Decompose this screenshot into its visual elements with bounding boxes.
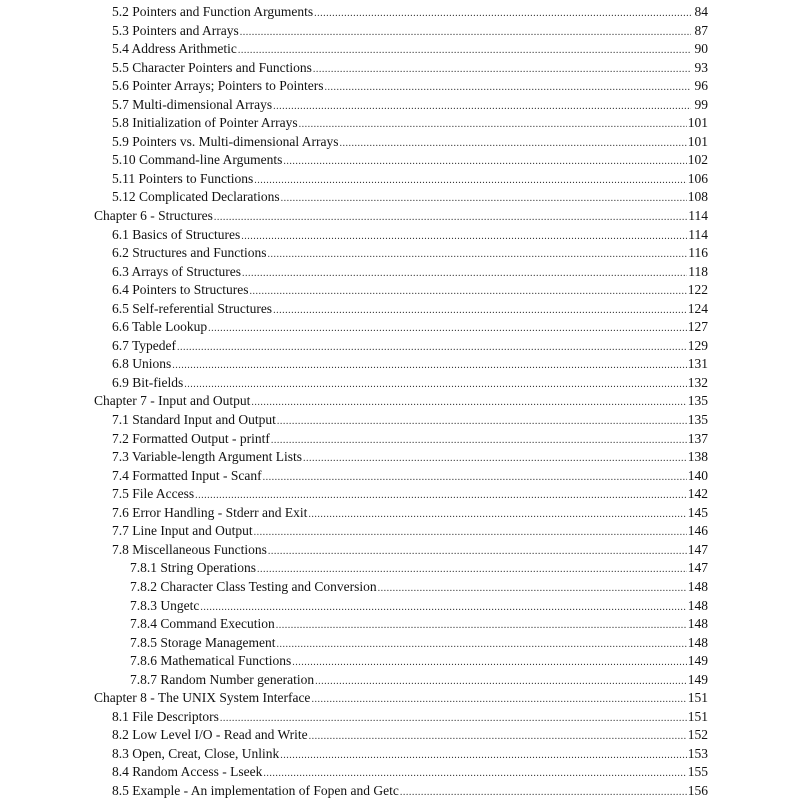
toc-entry	[94, 485, 708, 504]
toc-entry-page: 138	[687, 449, 708, 465]
toc-dot-leader	[303, 450, 687, 469]
toc-entry-title: 7.8.2 Character Class Testing and Conversion	[130, 578, 377, 594]
toc-entry	[94, 170, 708, 189]
toc-dot-leader	[177, 339, 687, 358]
toc-entry-title: 5.12 Complicated Declarations	[112, 189, 280, 205]
toc-entry-page: 122	[687, 282, 708, 298]
toc-entry	[94, 634, 708, 653]
toc-entry-title: 6.1 Basics of Structures	[112, 226, 241, 242]
toc-dot-leader	[263, 469, 687, 488]
toc-dot-leader	[184, 376, 687, 395]
toc-entry-title: 7.8.1 String Operations	[130, 560, 256, 576]
toc-entry	[94, 578, 708, 597]
toc-entry-page: 147	[687, 560, 708, 576]
toc-entry-page: 155	[687, 764, 708, 780]
toc-entry-title: 7.4 Formatted Input - Scanf	[112, 467, 262, 483]
toc-entry-page: 142	[687, 486, 708, 502]
toc-entry-title: 6.6 Table Lookup	[112, 319, 208, 335]
toc-entry-page: 156	[687, 782, 708, 798]
toc-entry-page: 84	[694, 4, 708, 19]
toc-entry-page: 148	[687, 634, 708, 650]
toc-entry-title: 5.11 Pointers to Functions	[112, 170, 254, 186]
toc-entry-page: 145	[687, 504, 708, 520]
toc-entry-title: 5.10 Command-line Arguments	[112, 152, 283, 168]
toc-entry-title: 6.5 Self-referential Structures	[112, 300, 273, 316]
toc-entry-page: 116	[688, 245, 708, 261]
toc-entry	[94, 763, 708, 782]
toc-entry-page: 129	[687, 337, 708, 353]
toc-entry-page: 124	[687, 300, 708, 316]
toc-entry-title: 5.4 Address Arithmetic	[112, 41, 237, 57]
toc-entry-page: 137	[687, 430, 708, 446]
toc-entry-title: 7.2 Formatted Output - printf	[112, 430, 270, 446]
toc-entry	[94, 281, 708, 300]
toc-entry-title: Chapter 6 - Structures	[94, 208, 213, 224]
toc-entry-page: 148	[687, 578, 708, 594]
toc-entry-title: 7.8 Miscellaneous Functions	[112, 541, 267, 557]
toc-entry-title: 5.7 Multi-dimensional Arrays	[112, 96, 273, 112]
toc-entry-page: 90	[694, 41, 708, 57]
toc-dot-leader	[241, 228, 687, 247]
toc-entry-page: 93	[694, 59, 708, 75]
toc-dot-leader	[250, 283, 687, 302]
toc-entry-page: 149	[687, 653, 708, 669]
toc-dot-leader	[283, 153, 686, 172]
toc-entry-page: 148	[687, 616, 708, 632]
toc-entry	[94, 689, 708, 708]
toc-entry-page: 127	[687, 319, 708, 335]
toc-entry	[94, 151, 708, 170]
toc-entry-page: 152	[687, 727, 708, 743]
toc-entry-title: 5.2 Pointers and Function Arguments	[112, 4, 314, 19]
toc-entry-page: 108	[687, 189, 708, 205]
toc-dot-leader	[308, 506, 686, 525]
toc-dot-leader	[271, 432, 687, 451]
toc-dot-leader	[311, 691, 686, 710]
table-of-contents	[94, 3, 708, 801]
toc-entry-title: 8.5 Example - An implementation of Fopen and Getc	[112, 782, 399, 798]
toc-entry-page: 135	[687, 393, 708, 409]
toc-entry	[94, 615, 708, 634]
toc-dot-leader	[251, 394, 686, 413]
toc-entry	[94, 726, 708, 745]
toc-dot-leader	[299, 116, 687, 135]
toc-entry	[94, 114, 708, 133]
toc-entry-page: 131	[687, 356, 708, 372]
toc-entry-title: 7.7 Line Input and Output	[112, 523, 253, 539]
toc-entry-title: 5.8 Initialization of Pointer Arrays	[112, 115, 298, 131]
toc-entry	[94, 96, 708, 115]
toc-entry-title: 6.8 Unions	[112, 356, 172, 372]
toc-entry-page: 153	[687, 745, 708, 761]
toc-entry	[94, 244, 708, 263]
toc-entry-page: 96	[694, 78, 708, 94]
toc-entry-title: 8.4 Random Access - Lseek	[112, 764, 263, 780]
toc-entry	[94, 374, 708, 393]
toc-entry-page: 146	[687, 523, 708, 539]
toc-entry-page: 135	[687, 412, 708, 428]
toc-entry-title: 5.3 Pointers and Arrays	[112, 22, 239, 38]
toc-entry-page: 101	[687, 115, 708, 131]
toc-entry-page: 140	[687, 467, 708, 483]
toc-entry-title: Chapter 8 - The UNIX System Interface	[94, 690, 311, 706]
toc-entry	[94, 782, 708, 801]
toc-entry	[94, 40, 708, 59]
toc-dot-leader	[254, 172, 686, 191]
toc-entry-page: 132	[687, 374, 708, 390]
toc-entry-title: 7.8.4 Command Execution	[130, 616, 275, 632]
toc-entry	[94, 652, 708, 671]
toc-entry	[94, 541, 708, 560]
toc-dot-leader	[276, 617, 687, 636]
toc-entry-page: 114	[688, 208, 708, 224]
toc-entry-title: 5.5 Character Pointers and Functions	[112, 59, 312, 75]
toc-entry	[94, 597, 708, 616]
toc-dot-leader	[277, 413, 687, 432]
toc-entry-page: 106	[687, 170, 708, 186]
toc-dot-leader	[254, 524, 687, 543]
toc-entry	[94, 671, 708, 690]
toc-entry	[94, 430, 708, 449]
toc-entry-page: 148	[687, 597, 708, 613]
toc-entry-title: 7.3 Variable-length Argument Lists	[112, 449, 302, 465]
toc-entry-page: 102	[687, 152, 708, 168]
toc-entry	[94, 300, 708, 319]
toc-entry	[94, 133, 708, 152]
toc-entry	[94, 522, 708, 541]
toc-entry	[94, 745, 708, 764]
toc-entry-page: 147	[687, 541, 708, 557]
toc-dot-leader	[276, 636, 686, 655]
toc-entry	[94, 188, 708, 207]
toc-entry-title: 7.6 Error Handling - Stderr and Exit	[112, 504, 308, 520]
toc-entry-page: 151	[687, 690, 708, 706]
toc-dot-leader	[273, 302, 687, 321]
toc-entry-title: 7.8.7 Random Number generation	[130, 671, 315, 687]
toc-entry-title: 8.3 Open, Creat, Close, Unlink	[112, 745, 280, 761]
toc-dot-leader	[240, 24, 691, 43]
toc-dot-leader	[281, 190, 687, 209]
toc-entry-title: 8.2 Low Level I/O - Read and Write	[112, 727, 308, 743]
toc-dot-leader	[314, 5, 691, 24]
toc-entry	[94, 411, 708, 430]
toc-entry	[94, 708, 708, 727]
toc-entry-title: 8.1 File Descriptors	[112, 708, 219, 724]
toc-dot-leader	[340, 135, 687, 154]
toc-entry	[94, 467, 708, 486]
toc-entry-page: 99	[694, 96, 708, 112]
toc-entry-page: 149	[687, 671, 708, 687]
toc-entry-title: 6.4 Pointers to Structures	[112, 282, 249, 298]
toc-entry-title: 7.8.3 Ungetc	[130, 597, 200, 613]
toc-dot-leader	[280, 747, 687, 766]
toc-entry	[94, 226, 708, 245]
toc-dot-leader	[309, 728, 687, 747]
toc-dot-leader	[242, 265, 687, 284]
toc-entry-page: 87	[694, 22, 708, 38]
toc-entry	[94, 3, 708, 22]
toc-entry-title: 7.8.5 Storage Management	[130, 634, 276, 650]
toc-entry	[94, 263, 708, 282]
toc-dot-leader	[273, 98, 691, 117]
toc-dot-leader	[378, 580, 687, 599]
toc-entry	[94, 318, 708, 337]
toc-dot-leader	[172, 357, 686, 376]
toc-dot-leader	[325, 79, 692, 98]
toc-entry-page: 101	[687, 133, 708, 149]
toc-entry-page: 118	[688, 263, 708, 279]
toc-entry-title: 6.9 Bit-fields	[112, 374, 184, 390]
toc-entry	[94, 504, 708, 523]
toc-dot-leader	[268, 246, 688, 265]
toc-entry-title: 5.9 Pointers vs. Multi-dimensional Arrays	[112, 133, 339, 149]
toc-entry	[94, 355, 708, 374]
toc-dot-leader	[315, 673, 687, 692]
toc-entry	[94, 448, 708, 467]
toc-entry-title: Chapter 7 - Input and Output	[94, 393, 251, 409]
toc-entry-title: 6.7 Typedef	[112, 337, 177, 353]
toc-entry	[94, 59, 708, 78]
toc-entry-title: 6.2 Structures and Functions	[112, 245, 267, 261]
toc-entry-title: 7.8.6 Mathematical Functions	[130, 653, 292, 669]
toc-entry-title: 7.5 File Access	[112, 486, 195, 502]
toc-dot-leader	[313, 61, 691, 80]
toc-entry-page: 114	[688, 226, 708, 242]
toc-entry	[94, 22, 708, 41]
toc-dot-leader	[214, 209, 687, 228]
toc-entry	[94, 337, 708, 356]
toc-entry	[94, 559, 708, 578]
toc-entry	[94, 77, 708, 96]
toc-entry-title: 6.3 Arrays of Structures	[112, 263, 241, 279]
toc-entry-page: 151	[687, 708, 708, 724]
toc-dot-leader	[268, 543, 687, 562]
toc-entry	[94, 392, 708, 411]
toc-entry	[94, 207, 708, 226]
toc-dot-leader	[208, 320, 687, 339]
toc-dot-leader	[292, 654, 687, 673]
toc-entry-title: 7.1 Standard Input and Output	[112, 412, 276, 428]
toc-entry-title: 5.6 Pointer Arrays; Pointers to Pointers	[112, 78, 324, 94]
